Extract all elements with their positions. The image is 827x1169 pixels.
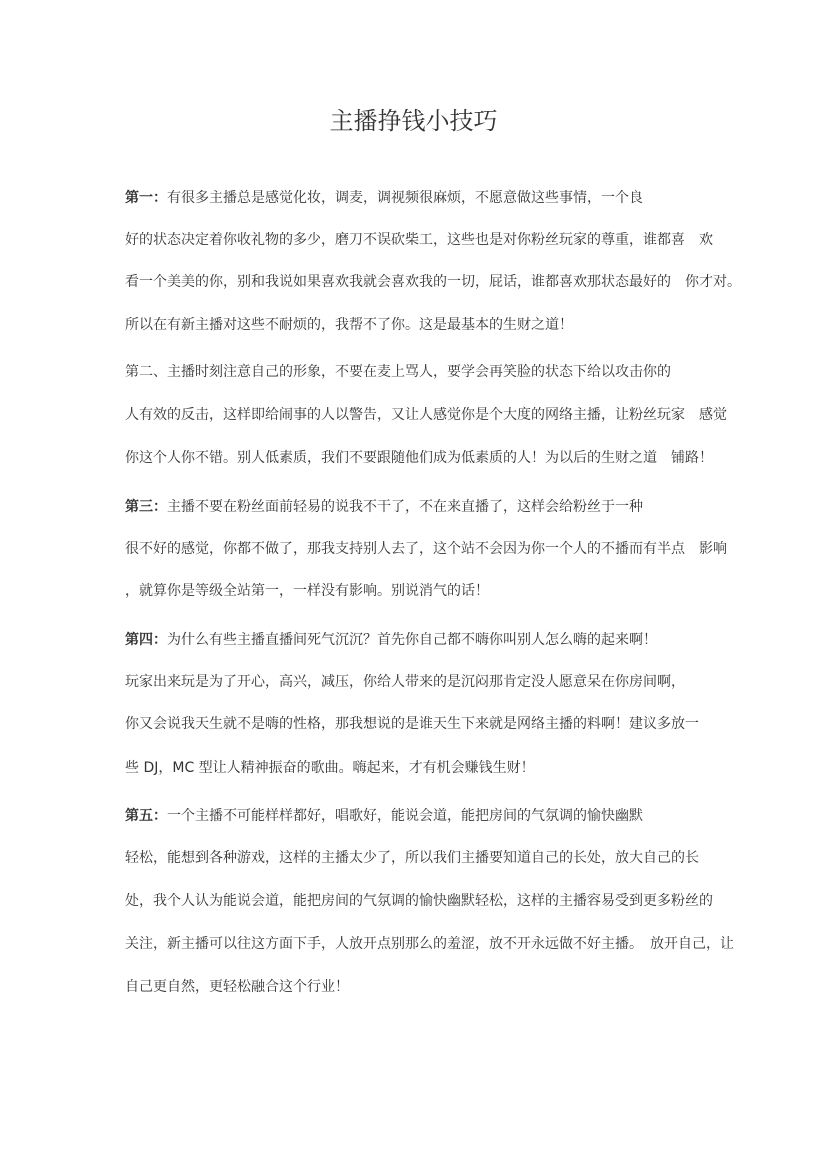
section-4-line-4: 些 DJ，MC 型让人精神振奋的歌曲。嗨起来，才有机会赚钱生财！ bbox=[125, 760, 535, 776]
section-1-line-4: 所以在有新主播对这些不耐烦的，我帮不了你。这是最基本的生财之道！ bbox=[125, 317, 573, 333]
section-2-line-2: 人有效的反击，这样即给闹事的人以警告，又让人感觉你是个大度的网络主播，让粉丝玩家 感觉 bbox=[125, 407, 727, 423]
document-title: 主播挣钱小技巧 bbox=[329, 107, 498, 135]
section-1-line-3: 看一个美美的你，别和我说如果喜欢我就会喜欢我的一切，屁话，谁都喜欢那状态最好的 你才对。 bbox=[125, 274, 741, 290]
section-5-line-1 bbox=[125, 806, 643, 826]
section-4-line-3: 你又会说我天生就不是嗨的性格，那我想说的是谁天生下来就是网络主播的料啊！建议多放一 bbox=[125, 716, 699, 732]
section-3-text-1: 主播不要在粉丝面前轻易的说我不干了，不在来直播了，这样会给粉丝于一种 bbox=[167, 499, 643, 515]
section-3-line-1 bbox=[125, 497, 643, 517]
section-5-line-2: 轻松，能想到各种游戏，这样的主播太少了，所以我们主播要知道自己的长处，放大自己的长 bbox=[125, 850, 699, 866]
section-5-text-1: 一个主播不可能样样都好，唱歌好，能说会道，能把房间的气氛调的愉快幽默 bbox=[167, 808, 643, 824]
section-1-text-1: 有很多主播总是感觉化妆，调麦，调视频很麻烦，不愿意做这些事情，一个良 bbox=[167, 190, 643, 206]
section-3-line-3: ，就算你是等级全站第一，一样没有影响。别说消气的话！ bbox=[125, 583, 489, 599]
section-2-line-3: 你这个人你不错。别人低素质，我们不要跟随他们成为低素质的人！为以后的生财之道 铺路！ bbox=[125, 450, 713, 466]
section-4-text-1: 为什么有些主播直播间死气沉沉？首先你自己都不嗨你叫别人怎么嗨的起来啊！ bbox=[167, 632, 657, 648]
section-1-line-1 bbox=[125, 188, 643, 208]
section-1-line-2: 好的状态决定着你收礼物的多少，磨刀不误砍柴工，这些也是对你粉丝玩家的尊重，谁都喜 欢 bbox=[125, 232, 713, 248]
section-1-lead: 第一： bbox=[125, 190, 167, 206]
section-5-line-4: 关注，新主播可以往这方面下手，人放开点别那么的羞涩，放不开永远做不好主播。 放开自己，让 bbox=[125, 936, 734, 952]
section-5-lead: 第五： bbox=[125, 808, 167, 824]
section-4-line-1 bbox=[125, 630, 657, 650]
section-5-line-5: 自己更自然，更轻松融合这个行业！ bbox=[125, 979, 349, 995]
section-2-line-1: 第二、主播时刻注意自己的形象，不要在麦上骂人，要学会再笑脸的状态下给以攻击你的 bbox=[125, 364, 671, 380]
section-3-line-2: 很不好的感觉，你都不做了，那我支持别人去了，这个站不会因为你一个人的不播而有半点 影响 bbox=[125, 541, 727, 557]
section-3-lead: 第三： bbox=[125, 499, 167, 515]
section-4-lead: 第四： bbox=[125, 632, 167, 648]
section-5-line-3: 处，我个人认为能说会道，能把房间的气氛调的愉快幽默轻松，这样的主播容易受到更多粉丝的 bbox=[125, 893, 713, 909]
section-4-line-2: 玩家出来玩是为了开心，高兴，减压，你给人带来的是沉闷那肯定没人愿意呆在你房间啊， bbox=[125, 674, 685, 690]
